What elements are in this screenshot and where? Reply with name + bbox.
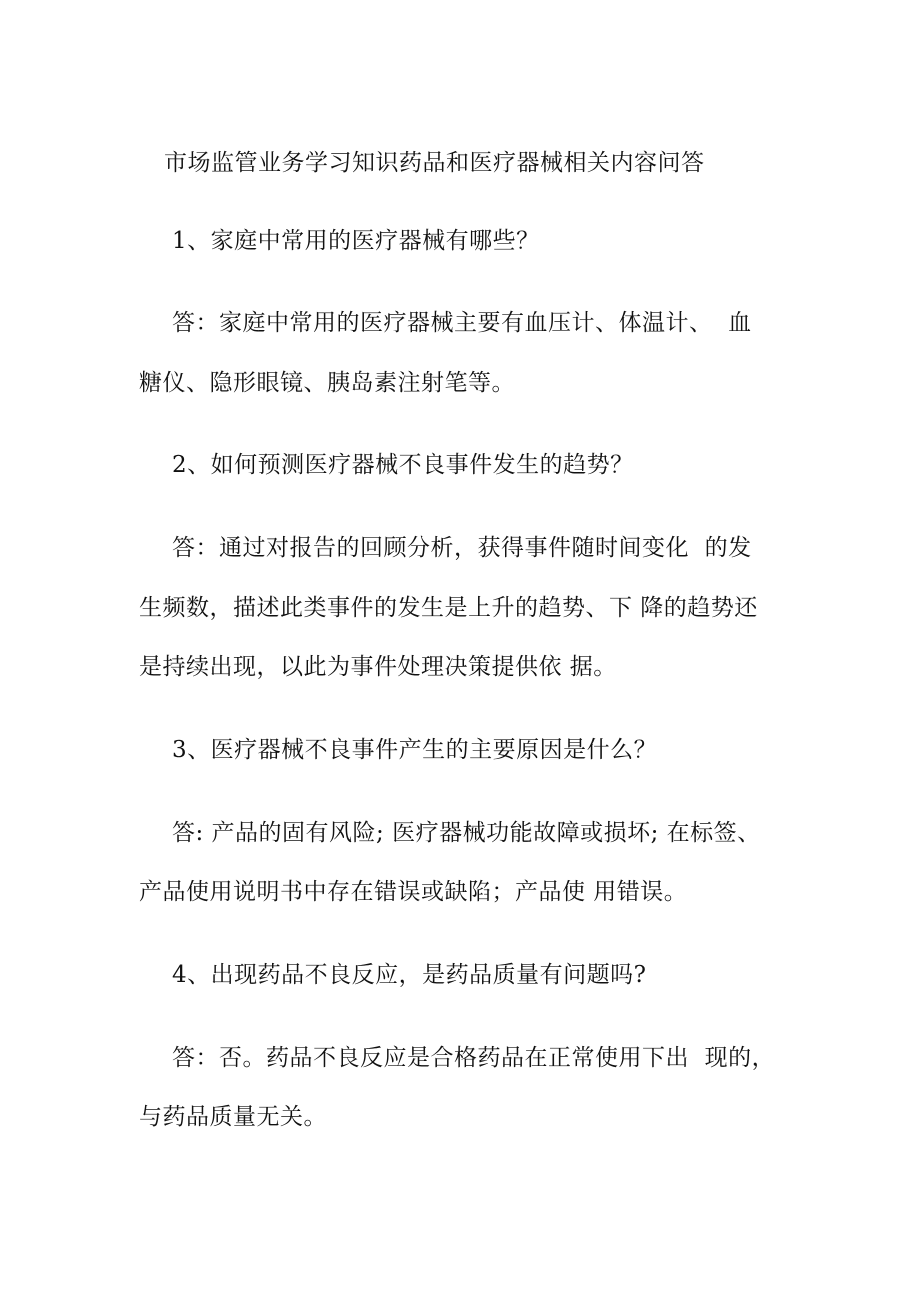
answer-2-line-2: 生频数，描述此类事件的发生是上升的趋势、下 降的趋势还 bbox=[139, 595, 758, 621]
answer-4-line-2: 与药品质量无关。 bbox=[139, 1104, 327, 1130]
answer-1-line-2: 糖仪、隐形眼镜、胰岛素注射笔等。 bbox=[139, 370, 515, 396]
answer-2-line-1: 答：通过对报告的回顾分析，获得事件随时间变化 的发 bbox=[172, 535, 752, 561]
question-2: 2、如何预测医疗器械不良事件发生的趋势？ bbox=[172, 452, 634, 478]
question-4: 4、出现药品不良反应，是药品质量有问题吗? bbox=[172, 962, 647, 988]
answer-2-line-3: 是持续出现，以此为事件处理决策提供依 据。 bbox=[139, 654, 617, 680]
question-1: 1、家庭中常用的医疗器械有哪些？ bbox=[172, 228, 540, 254]
answer-4-line-1: 答：否。药品不良反应是合格药品在正常使用下出 现的， bbox=[172, 1045, 776, 1071]
question-3: 3、医疗器械不良事件产生的主要原因是什么？ bbox=[172, 737, 658, 763]
answer-3-line-2: 产品使用说明书中存在错误或缺陷；产品使 用错误。 bbox=[139, 879, 688, 905]
answer-1-line-1: 答：家庭中常用的医疗器械主要有血压计、体温计、 血 bbox=[172, 310, 752, 336]
answer-3-line-1: 答: 产品的固有风险; 医疗器械功能故障或损坏; 在标签、 bbox=[172, 820, 761, 846]
document-title: 市场监管业务学习知识药品和医疗器械相关内容问答 bbox=[164, 150, 705, 176]
